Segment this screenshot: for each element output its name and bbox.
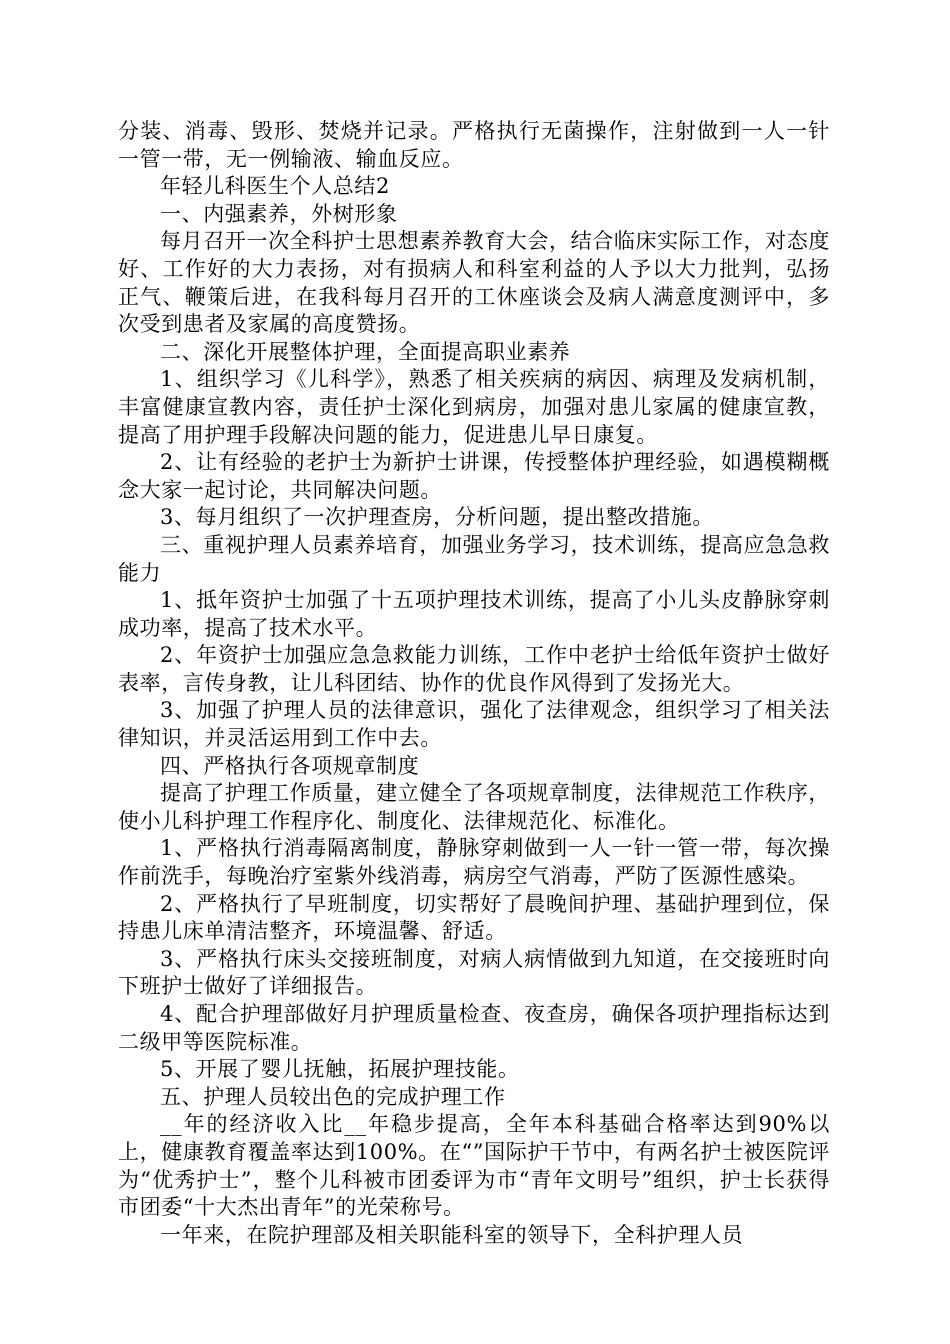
paragraph: 2、年资护士加强应急急救能力训练，工作中老护士给低年资护士做好表率，言传身教，让儿科团结、协作的优良作风得到了发扬光大。 bbox=[118, 643, 830, 695]
document-page bbox=[118, 118, 830, 1249]
paragraph: 1、组织学习《儿科学》，熟悉了相关疾病的病因、病理及发病机制，丰富健康宣教内容，责任护士深化到病房，加强对患儿家属的健康宣教，提高了用护理手段解决问题的能力，促进患儿早日康复。 bbox=[118, 367, 830, 447]
section-heading-4: 四、严格执行各项规章制度 bbox=[160, 753, 420, 778]
section-heading-5: 五、护理人员较出色的完成护理工作 bbox=[160, 1084, 506, 1109]
paragraph: 每月召开一次全科护士思想素养教育大会，结合临床实际工作，对态度好、工作好的大力表扬，对有损病人和科室利益的人予以大力批判，弘扬正气、鞭策后进，在我科每月召开的工休座谈会及病人满意度测评中，多次受到患者及家属的高度赞扬。 bbox=[118, 229, 830, 337]
document-title: 年轻儿科医生个人总结2 bbox=[160, 174, 390, 199]
section-heading-1: 一、内强素养，外树形象 bbox=[160, 201, 398, 226]
paragraph: 3、每月组织了一次护理查房，分析问题，提出整改措施。 bbox=[160, 505, 714, 530]
paragraph: 3、严格执行床头交接班制度，对病人病情做到九知道，在交接班时向下班护士做好了详细报告。 bbox=[118, 946, 830, 999]
paragraph: 1、严格执行消毒隔离制度，静脉穿刺做到一人一针一管一带，每次操作前洗手，每晚治疗室紫外线消毒，病房空气消毒，严防了医源性感染。 bbox=[118, 836, 830, 889]
paragraph: 一年来，在院护理部及相关职能科室的领导下，全科护理人员 bbox=[160, 1222, 744, 1247]
paragraph-intro-continuation: 分装、消毒、毁形、焚烧并记录。严格执行无菌操作，注射做到一人一针一管一带，无一例输液、输血反应。 bbox=[118, 119, 830, 171]
paragraph: 3、加强了护理人员的法律意识，强化了法律观念，组织学习了相关法律知识，并灵活运用到工作中去。 bbox=[118, 698, 830, 751]
paragraph: 2、严格执行了早班制度，切实帮好了晨晚间护理、基础护理到位，保持患儿床单清洁整齐，环境温馨、舒适。 bbox=[118, 891, 830, 944]
paragraph: 4、配合护理部做好月护理质量检查、夜查房，确保各项护理指标达到二级甲等医院标准。 bbox=[118, 1002, 830, 1054]
paragraph: __年的经济收入比__年稳步提高，全年本科基础合格率达到90%以上，健康教育覆盖率达到100%。在“”国际护干节中，有两名护士被医院评为“优秀护士”，整个儿科被市团委评为市“青年文明号”组织，护士长获得市团委“十大杰出青年”的光荣称号。 bbox=[118, 1112, 830, 1220]
paragraph: 2、让有经验的老护士为新护士讲课，传授整体护理经验，如遇模糊概念大家一起讨论，共同解决问题。 bbox=[118, 450, 830, 502]
paragraph: 5、开展了婴儿抚触，拓展护理技能。 bbox=[160, 1057, 520, 1082]
paragraph: 1、抵年资护士加强了十五项护理技术训练，提高了小儿头皮静脉穿刺成功率，提高了技术水平。 bbox=[118, 588, 830, 640]
section-heading-3: 三、重视护理人员素养培育，加强业务学习，技术训练，提高应急急救能力 bbox=[118, 532, 830, 585]
paragraph: 提高了护理工作质量，建立健全了各项规章制度，法律规范工作秩序，使小儿科护理工作程序化、制度化、法律规范化、标准化。 bbox=[118, 781, 830, 833]
section-heading-2: 二、深化开展整体护理，全面提高职业素养 bbox=[160, 339, 571, 364]
